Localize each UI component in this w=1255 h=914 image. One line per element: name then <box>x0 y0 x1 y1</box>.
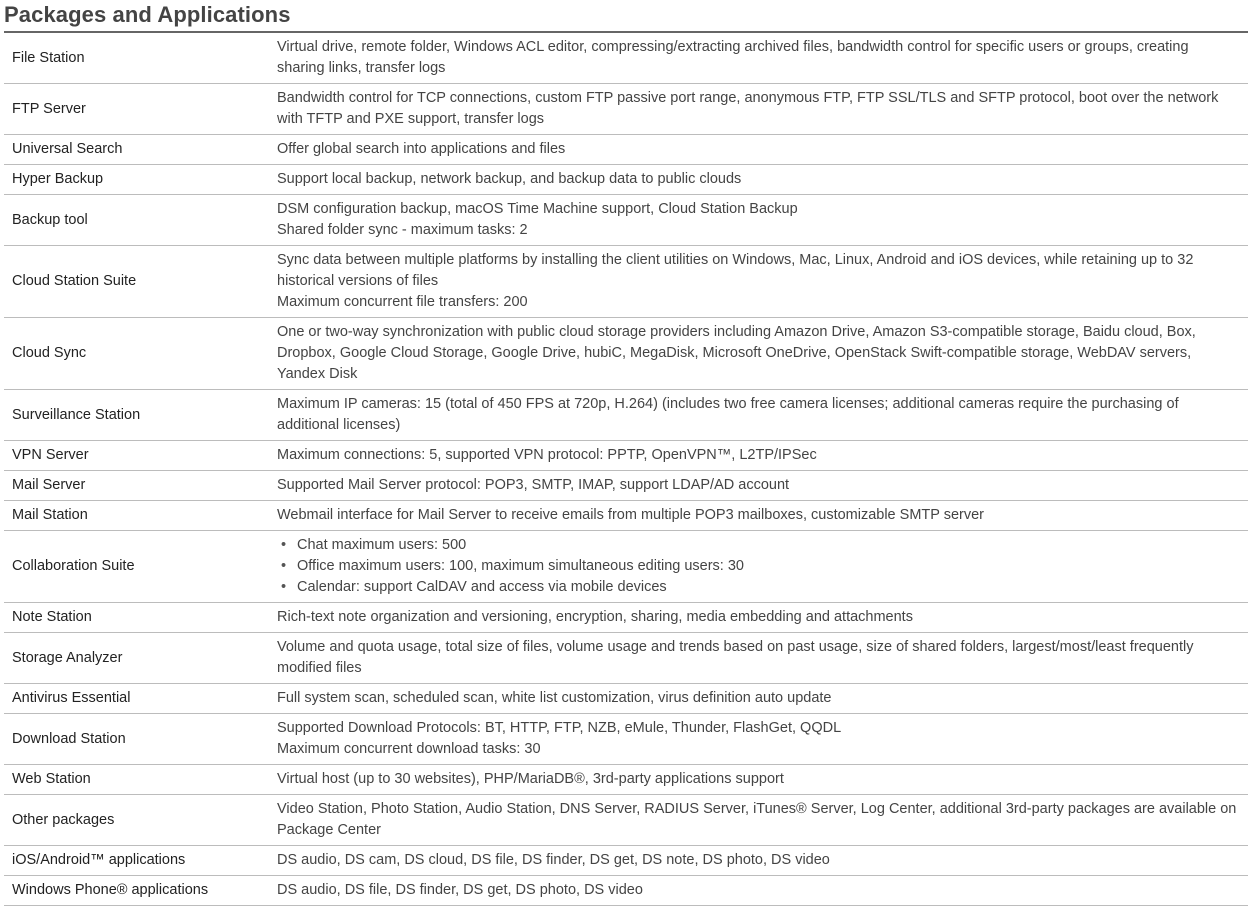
table-row <box>4 318 1248 390</box>
package-description <box>277 165 1248 195</box>
description-line: Rich-text note organization and versioning, encryption, sharing, media embedding and attachments <box>277 609 913 625</box>
package-description <box>277 135 1248 165</box>
description-line: Sync data between multiple platforms by installing the client utilities on Windows, Mac, Linux, Android and iOS devices, while retaining up to 32 historical versions of files <box>277 252 1194 289</box>
package-name: Hyper Backup <box>4 165 277 195</box>
package-name: VPN Server <box>4 441 277 471</box>
description-line: Full system scan, scheduled scan, white list customization, virus definition auto update <box>277 690 832 706</box>
package-description <box>277 531 1248 603</box>
table-row <box>4 246 1248 318</box>
package-description <box>277 195 1248 246</box>
description-line: Video Station, Photo Station, Audio Station, DNS Server, RADIUS Server, iTunes® Server, Log Center, additional 3rd-party packages are available on Package Center <box>277 801 1237 838</box>
package-description <box>277 441 1248 471</box>
table-row <box>4 195 1248 246</box>
description-line: DS audio, DS file, DS finder, DS get, DS photo, DS video <box>277 882 643 898</box>
table-row <box>4 714 1248 765</box>
package-name: Windows Phone® applications <box>4 876 277 906</box>
description-line: DSM configuration backup, macOS Time Machine support, Cloud Station Backup <box>277 201 798 217</box>
description-line: Offer global search into applications and files <box>277 141 566 157</box>
package-description <box>277 390 1248 441</box>
package-description <box>277 714 1248 765</box>
description-line: Virtual drive, remote folder, Windows ACL editor, compressing/extracting archived files, bandwidth control for specific users or groups, creating sharing links, transfer logs <box>277 39 1189 76</box>
table-row <box>4 531 1248 603</box>
package-description <box>277 501 1248 531</box>
package-name: iOS/Android™ applications <box>4 846 277 876</box>
description-line: One or two-way synchronization with public cloud storage providers including Amazon Drive, Amazon S3-compatible storage, Baidu cloud, Box, Dropbox, Google Cloud Storage, Google Drive, hubiC, MegaDisk, Microsoft OneDrive, OpenStack Swift-compatible storage, WebDAV servers, Yandex Disk <box>277 324 1196 382</box>
description-line: Supported Download Protocols: BT, HTTP, FTP, NZB, eMule, Thunder, FlashGet, QQDL <box>277 720 842 736</box>
package-description <box>277 84 1248 135</box>
feature-list-item: • Chat maximum users: 500 <box>277 535 1240 556</box>
package-description <box>277 633 1248 684</box>
table-row <box>4 165 1248 195</box>
feature-list <box>277 535 1240 598</box>
package-name: Cloud Station Suite <box>4 246 277 318</box>
packages-table-body <box>4 32 1248 906</box>
package-description <box>277 876 1248 906</box>
package-name: Universal Search <box>4 135 277 165</box>
package-description <box>277 603 1248 633</box>
package-name: Mail Server <box>4 471 277 501</box>
table-row <box>4 135 1248 165</box>
package-description <box>277 795 1248 846</box>
package-name: Web Station <box>4 765 277 795</box>
package-description <box>277 765 1248 795</box>
table-row <box>4 471 1248 501</box>
description-line: DS audio, DS cam, DS cloud, DS file, DS finder, DS get, DS note, DS photo, DS video <box>277 852 830 868</box>
table-row <box>4 684 1248 714</box>
package-description <box>277 32 1248 84</box>
table-row <box>4 633 1248 684</box>
description-line: Maximum IP cameras: 15 (total of 450 FPS at 720p, H.264) (includes two free camera licenses; additional cameras require the purchasing of additional licenses) <box>277 396 1179 433</box>
table-row <box>4 876 1248 906</box>
description-line: Maximum concurrent file transfers: 200 <box>277 294 528 310</box>
package-name: Surveillance Station <box>4 390 277 441</box>
feature-list-item: • Office maximum users: 100, maximum simultaneous editing users: 30 <box>277 556 1240 577</box>
table-row <box>4 390 1248 441</box>
package-name: File Station <box>4 32 277 84</box>
description-line: Supported Mail Server protocol: POP3, SMTP, IMAP, support LDAP/AD account <box>277 477 790 493</box>
packages-table <box>4 31 1248 906</box>
section-title: Packages and Applications <box>4 2 291 27</box>
description-line: Support local backup, network backup, and backup data to public clouds <box>277 171 742 187</box>
table-row <box>4 84 1248 135</box>
table-row <box>4 795 1248 846</box>
package-name: Download Station <box>4 714 277 765</box>
package-description <box>277 684 1248 714</box>
table-row <box>4 501 1248 531</box>
table-row <box>4 32 1248 84</box>
description-line: Maximum concurrent download tasks: 30 <box>277 741 541 757</box>
table-row <box>4 765 1248 795</box>
table-row <box>4 441 1248 471</box>
table-row <box>4 603 1248 633</box>
description-line: Volume and quota usage, total size of files, volume usage and trends based on past usage, size of shared folders, largest/most/least frequently modified files <box>277 639 1194 676</box>
description-line: Maximum connections: 5, supported VPN protocol: PPTP, OpenVPN™, L2TP/IPSec <box>277 447 817 463</box>
description-line: Webmail interface for Mail Server to receive emails from multiple POP3 mailboxes, customizable SMTP server <box>277 507 984 523</box>
description-line: Virtual host (up to 30 websites), PHP/MariaDB®, 3rd-party applications support <box>277 771 784 787</box>
package-name: Note Station <box>4 603 277 633</box>
package-name: Backup tool <box>4 195 277 246</box>
package-description <box>277 318 1248 390</box>
package-name: Collaboration Suite <box>4 531 277 603</box>
table-row <box>4 846 1248 876</box>
package-name: Antivirus Essential <box>4 684 277 714</box>
package-name: Mail Station <box>4 501 277 531</box>
package-name: Other packages <box>4 795 277 846</box>
package-name: Storage Analyzer <box>4 633 277 684</box>
description-line: Shared folder sync - maximum tasks: 2 <box>277 222 528 238</box>
package-description <box>277 846 1248 876</box>
package-description <box>277 471 1248 501</box>
feature-list-item: • Calendar: support CalDAV and access via mobile devices <box>277 577 1240 598</box>
package-name: Cloud Sync <box>4 318 277 390</box>
package-description <box>277 246 1248 318</box>
description-line: Bandwidth control for TCP connections, custom FTP passive port range, anonymous FTP, FTP SSL/TLS and SFTP protocol, boot over the network with TFTP and PXE support, transfer logs <box>277 90 1219 127</box>
package-name: FTP Server <box>4 84 277 135</box>
